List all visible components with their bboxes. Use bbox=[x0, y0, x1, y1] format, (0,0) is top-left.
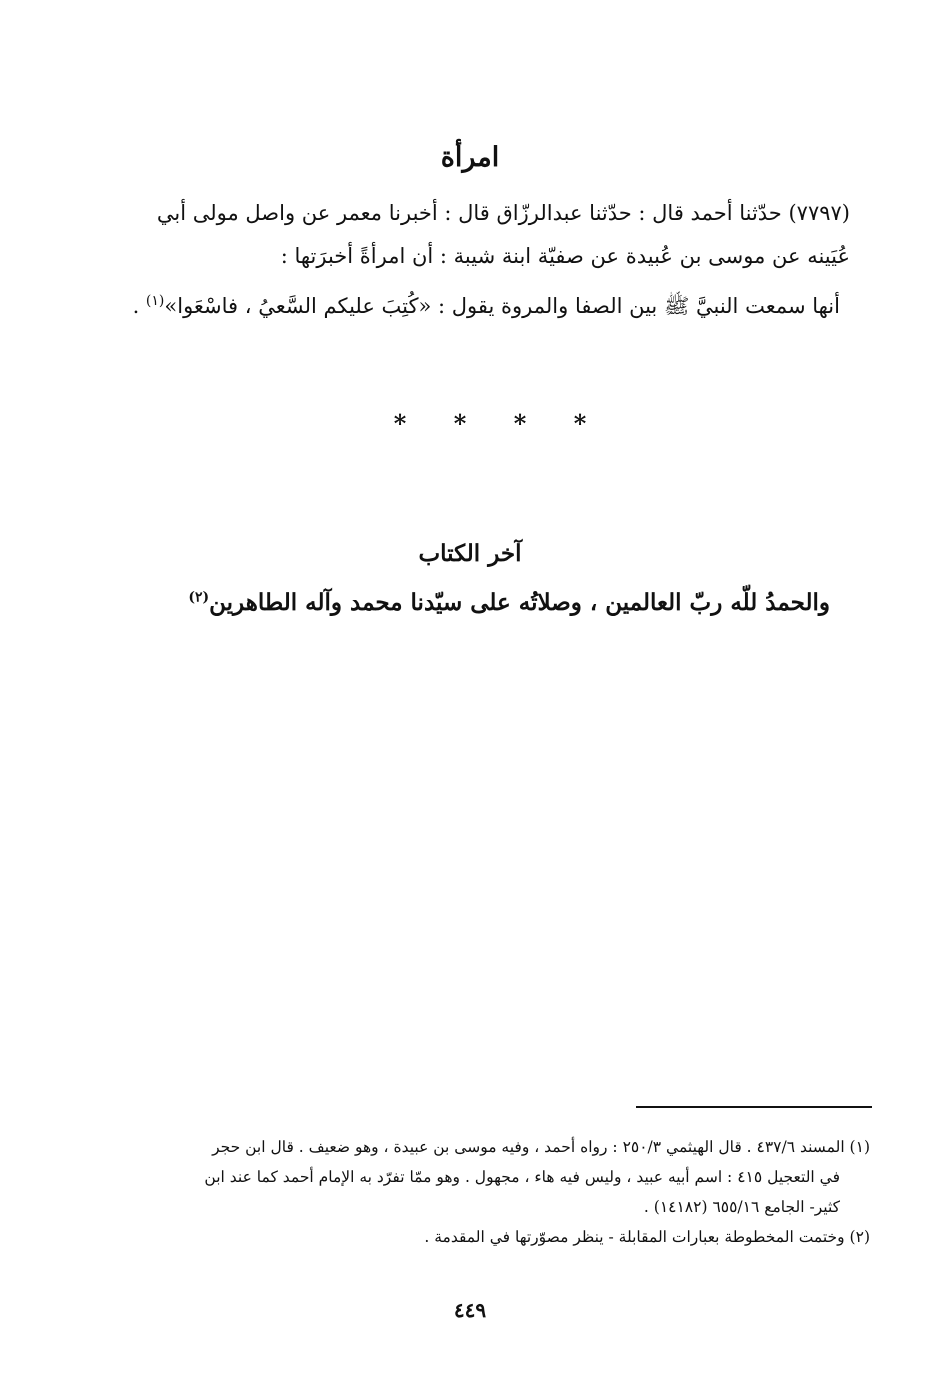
hadith-line-2: عُيَينه عن موسى بن عُبيدة عن صفيّة ابنة شيبة : أن امرأةً أخبرَتها : bbox=[280, 244, 850, 268]
footnote-2: (٢) وختمت المخطوطة بعبارات المقابلة - ينظر مصوّرتها في المقدمة . bbox=[424, 1228, 870, 1246]
footnotes bbox=[108, 1132, 870, 1252]
page-number: ٤٤٩ bbox=[453, 1298, 487, 1322]
footnote-1-line-1: (١) المسند ٤٣٧/٦ . قال الهيثمي ٢٥٠/٣ : رواه أحمد ، وفيه موسى بن عبيدة ، وهو ضعيف . قال ابن حجر bbox=[212, 1138, 870, 1156]
hadith-line-3-text: أنها سمعت النبيَّ ﷺ بين الصفا والمروة يقول : «كُتِبَ عليكم السَّعيُ ، فاسْعَوا» bbox=[164, 294, 840, 318]
hadith-line-1: (٧٧٩٧) حدّثنا أحمد قال : حدّثنا عبدالرزّاق قال : أخبرنا معمر عن واصل مولى أبي bbox=[156, 201, 850, 225]
footnote-1-line-3: كثير- الجامع ٦٥٥/١٦ (١٤١٨٢) . bbox=[643, 1198, 840, 1216]
section-separator bbox=[390, 410, 590, 438]
closing-praise bbox=[150, 586, 830, 620]
footnote-1-line-2: في التعجيل ٤١٥ : اسم أبيه عبيد ، وليس فيه هاء ، مجهول . وهو ممّا تفرّد به الإمام أحمد كما عند ابن bbox=[204, 1168, 840, 1186]
footnote-1 bbox=[108, 1132, 870, 1222]
hadith-line-3 bbox=[132, 290, 840, 322]
separator-star: * bbox=[453, 409, 467, 438]
hadith-line-3-end: . bbox=[132, 294, 146, 318]
separator-star: * bbox=[513, 409, 527, 438]
separator-star: * bbox=[573, 409, 587, 438]
section-heading: امرأة bbox=[440, 142, 500, 173]
separator-star: * bbox=[393, 409, 407, 438]
end-of-book-title: آخر الكتاب bbox=[418, 540, 522, 567]
footnote-ref-2[interactable]: (٢) bbox=[188, 589, 210, 606]
footnote-ref-1[interactable]: (١) bbox=[145, 293, 165, 309]
closing-praise-text: والحمدُ للّه ربّ العالمين ، وصلاتُه على سيّدنا محمد وآله الطاهرين bbox=[209, 589, 830, 616]
footnote-divider bbox=[636, 1106, 872, 1108]
